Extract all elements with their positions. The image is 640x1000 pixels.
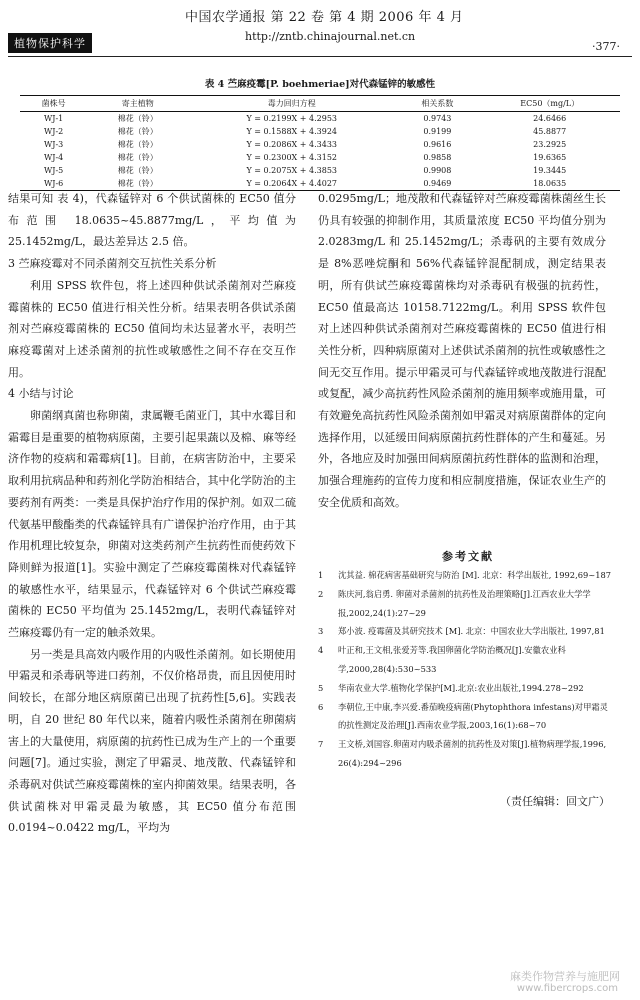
table-cell: 0.9908 xyxy=(423,166,452,175)
table-cell: 棉花（铃） xyxy=(117,166,158,175)
table-header-cell: EC50（mg/L） xyxy=(479,96,620,112)
table-cell: 0.9858 xyxy=(423,153,452,162)
reference-item xyxy=(318,585,616,623)
header-rule xyxy=(8,56,632,57)
table-cell: Y = 0.2300X + 4.3152 xyxy=(246,153,338,162)
table-cell: Y = 0.2075X + 4.3853 xyxy=(246,166,338,175)
table-cell: WJ-3 xyxy=(44,140,64,149)
table-cell: 24.6466 xyxy=(533,114,567,123)
table-cell: 0.9199 xyxy=(423,127,452,136)
reference-item xyxy=(318,641,616,679)
table-header-cell: 菌株号 xyxy=(20,96,87,112)
reference-text: 华南农业大学.植物化学保护[M].北京:农业出版社,1994.278~292 xyxy=(338,682,584,693)
references-title: 参考文献 xyxy=(442,550,494,563)
body-paragraph: 结果可知 表 4)，代森锰锌对 6 个供试菌株的 EC50 值分布范围 18.0635~45.8877mg/L，平均值为 25.1452mg/L，最达差异达 2.5 倍。 xyxy=(8,192,296,249)
table-cell: WJ-2 xyxy=(44,127,64,136)
table-cell: Y = 0.2199X + 4.2953 xyxy=(246,114,338,123)
table-cell: Y = 0.2086X + 4.3433 xyxy=(246,140,338,149)
table-cell: 45.8877 xyxy=(533,127,567,136)
table-cell: 0.9469 xyxy=(395,177,479,191)
reference-item xyxy=(318,679,616,698)
table-cell: 19.6365 xyxy=(533,153,567,162)
body-paragraph: 0.0295mg/L；地茂散和代森锰锌对苎麻疫霉菌株菌丝生长仍具有较强的抑制作用，其质量浓度 EC50 平均值分别为 2.0283mg/L 和 25.1452mg/L；杀毒矾的主要有效成分是 8%恶唑烷酮和 56%代森锰锌混配制成，测定结果表明，所有供试苎麻疫霉菌株均对杀毒矾有极强的抗药性，EC50 值最高达 10158.7122mg/L。利用 SPSS 软件包对上述四种供试杀菌剂对苎麻疫霉菌株的 EC50 值进行相关性分析，四种病原菌对上述供试杀菌剂的抗性或敏感性之间无交互作用。提示甲霜灵可与代森锰锌或地茂散进行混配或复配，减少高抗药性风险杀菌剂的施用频率或施用量，可有效避免高抗药性风险杀菌剂如甲霜灵对病原菌群体的定向选择作用，以延缓田间病原菌抗药性群体的产生和蔓延。另外，各地应及时加强田间病原菌抗药性群体的监测和治理，加强合理施药的宣传力度和相应制度措施，保证农业生产的安全优质和高效。 xyxy=(318,192,606,509)
body-paragraph: 利用 SPSS 软件包，将上述四种供试杀菌剂对苎麻疫霉菌株的 EC50 值进行相关性分析。结果表明各供试杀菌剂对苎麻疫霉菌株的 EC50 值间均未达显著水平，表明苎麻疫霉菌对上述杀菌剂的抗性或敏感性之间不存在交互作用。 xyxy=(8,278,296,379)
table-cell: 18.0635 xyxy=(479,177,620,191)
body-paragraph: 卵菌纲真菌也称卵菌，隶属鞭毛菌亚门，其中水霉目和霜霉目是重要的植物病原菌，主要引起果蔬以及棉、麻等经济作物的疫病和霜霉病[1]。目前，在病害防治中，主要采取利用抗病品种和药剂化学防治相结合，其中化学防治的主要药剂有两类：一类是具保护治疗作用的保护剂。如双二硫代氨基甲酸酯类的代森锰锌具有广谱保护治疗作用，由于其作用机理比较复杂，卵菌对这类药剂产生抗药性而使药效下降则鲜为报道[1]。实验中测定了苎麻疫霉菌株对代森锰锌的敏感性水平，结果显示，代森锰锌对 6 个供试苎麻疫霉菌株的 EC50 平均值为 25.1452mg/L，表明代森锰锌对苎麻疫霉仍有一定的触杀效果。 xyxy=(8,409,296,640)
table-cell: Y = 0.1588X + 4.3924 xyxy=(246,127,338,136)
section-label: 植物保护科学 xyxy=(8,33,92,53)
table-cell: 19.3445 xyxy=(533,166,567,175)
table-cell: 棉花（铃） xyxy=(117,140,158,149)
reference-item xyxy=(318,698,616,736)
body-paragraph: 另一类是具高效内吸作用的内吸性杀菌剂。如长期使用甲霜灵和杀毒矾等进口药剂，不仅价格昂贵，而且因使用时间较长，在部分地区病原菌已出现了抗药性[5,6]。实践表明，自 20 世纪 80 年代以来，随着内吸性杀菌剂在卵菌病害上的大量使用，病原菌的抗药性已成为生产上的一个重要问题[7]。通过实验，测定了甲霜灵、地茂散、代森锰锌和杀毒矾对供试苎麻疫霉菌株的室内抑菌效果。结果表明，各供试菌株对甲霜灵最为敏感，其 EC50 值分布范围 0.0194~0.0422 mg/L，平均为 xyxy=(8,647,296,835)
reference-text: 王文桥,刘国容.卵菌对内吸杀菌剂的抗药性及对策[J].植物病理学报,1996, 26(4):294~296 xyxy=(338,739,607,768)
table-row xyxy=(20,112,620,126)
table-cell: 棉花（铃） xyxy=(117,153,158,162)
reference-item xyxy=(318,566,616,585)
table-row xyxy=(20,138,620,151)
table-cell: 棉花（铃） xyxy=(117,114,158,123)
reference-text: 李朝位,王中康,李兴爱.番茄晚疫病菌(Phytophthora infestans)对甲霜灵的抗性测定及治理[J].西南农业学报,2003,16(1):68~70 xyxy=(338,701,608,731)
section-heading: 4 小结与讨论 xyxy=(8,387,74,401)
table-cell: WJ-1 xyxy=(44,114,64,123)
watermark-title: 麻类作物营养与施肥网 xyxy=(510,970,620,983)
editor-note: （责任编辑：回文广） xyxy=(500,795,610,808)
table-header-cell: 毒力回归方程 xyxy=(188,96,395,112)
table-cell: WJ-6 xyxy=(20,177,87,191)
reference-number: 2 xyxy=(318,588,324,599)
table-cell: 0.9616 xyxy=(423,140,452,149)
table-cell: 棉花（铃） xyxy=(117,127,158,136)
table-row xyxy=(20,151,620,164)
reference-number: 6 xyxy=(318,701,324,712)
journal-url[interactable]: http://zntb.chinajournal.net.cn xyxy=(245,30,416,43)
reference-number: 7 xyxy=(318,739,324,750)
table-cell: WJ-4 xyxy=(44,153,64,162)
reference-number: 1 xyxy=(318,570,324,580)
reference-number: 4 xyxy=(318,645,324,656)
right-column xyxy=(318,188,606,514)
reference-number: 5 xyxy=(318,682,324,693)
table-cell: WJ-5 xyxy=(44,166,64,175)
table-row xyxy=(20,164,620,177)
reference-text: 沈其益. 棉花病害基础研究与防治 [M]. 北京：科学出版社, 1992,69~187 xyxy=(338,570,612,580)
references-list xyxy=(318,566,616,773)
table-cell: 棉花（铃） xyxy=(87,177,188,191)
reference-text: 叶正和,王文相,张爱芳等.我国卵菌化学防治概况[J].安徽农业科学,2000,28(4):530~533 xyxy=(338,645,566,674)
section-heading: 3 苎麻疫霉对不同杀菌剂交互抗性关系分析 xyxy=(8,257,217,271)
reference-text: 陈庆河,翁启勇. 卵菌对杀菌剂的抗药性及治理策略[J].江西农业大学学报,2002,24(1):27~29 xyxy=(338,588,591,618)
table-caption: 表 4 苎麻疫霉[P. boehmeriae]对代森锰锌的敏感性 xyxy=(204,79,436,90)
watermark-url: www.fibercrops.com xyxy=(516,983,618,994)
journal-header: 中国农学通报 第 22 卷 第 4 期 2006 年 4 月 xyxy=(185,10,464,25)
data-table xyxy=(20,95,620,191)
table-header-cell: 寄主植物 xyxy=(87,96,188,112)
table-cell: 0.9743 xyxy=(423,114,452,123)
left-column xyxy=(8,188,296,839)
table-header-row xyxy=(20,96,620,112)
table-row xyxy=(20,125,620,138)
page-number: ·377· xyxy=(592,40,620,53)
table-cell: 23.2925 xyxy=(533,140,567,149)
reference-item xyxy=(318,735,616,773)
reference-number: 3 xyxy=(318,626,324,637)
reference-item xyxy=(318,622,616,641)
table-header-cell: 相关系数 xyxy=(395,96,479,112)
reference-text: 郑小波. 疫霉菌及其研究技术 [M]. 北京：中国农业大学出版社, 1997,81 xyxy=(338,626,605,637)
table-cell: Y = 0.2064X + 4.4027 xyxy=(188,177,395,191)
